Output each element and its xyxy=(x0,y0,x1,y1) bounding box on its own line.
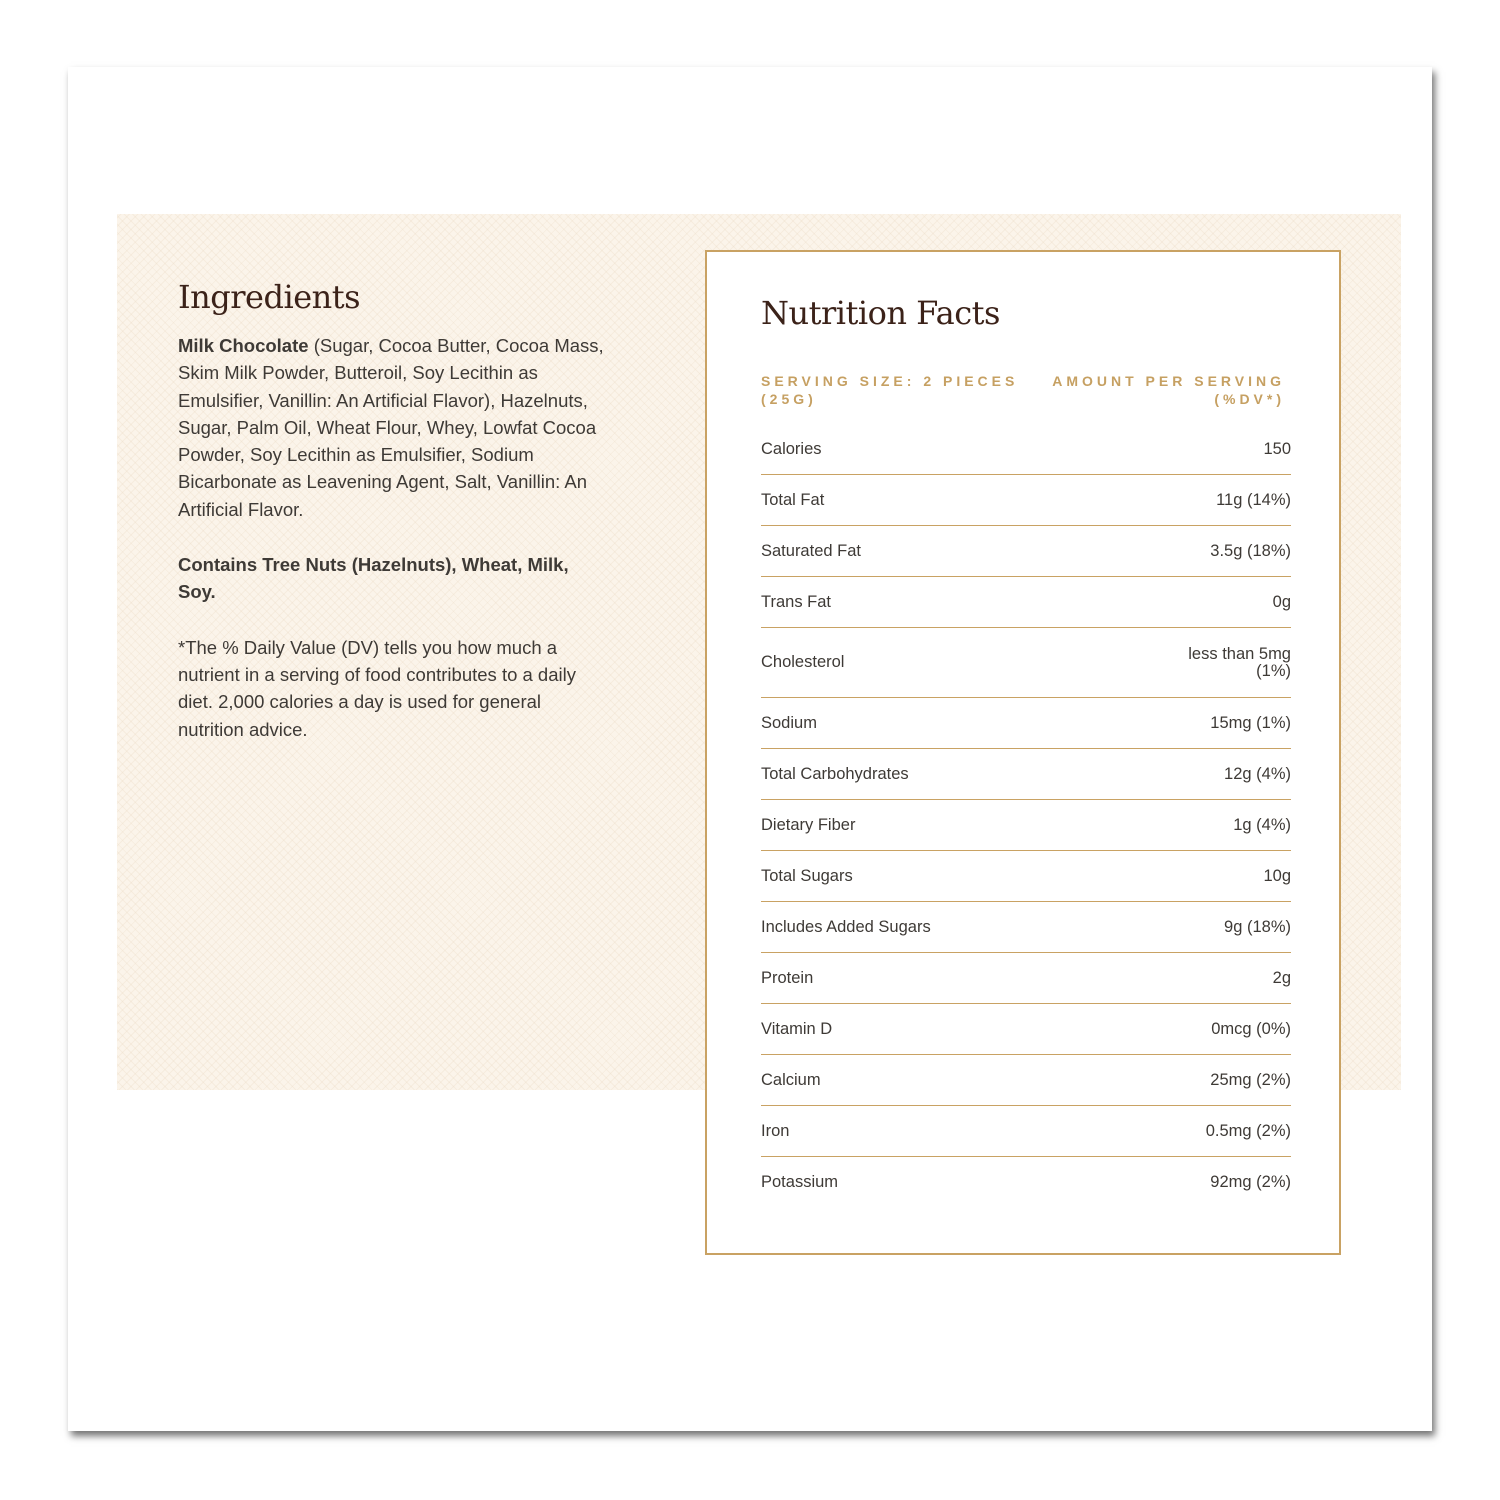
nutrient-value: 1g (4%) xyxy=(1233,815,1291,834)
nutrient-label: Total Sugars xyxy=(761,866,853,885)
serving-size: SERVING SIZE: 2 PIECES (25G) xyxy=(761,373,1019,407)
nutrient-value: 12g (4%) xyxy=(1224,764,1291,783)
ingredients-section xyxy=(178,278,608,743)
nutrient-row-added-sugars xyxy=(761,902,1291,953)
allergen-statement: Contains Tree Nuts (Hazelnuts), Wheat, Milk, Soy. xyxy=(178,554,569,603)
nutrient-label: Includes Added Sugars xyxy=(761,917,931,936)
nutrient-label: Dietary Fiber xyxy=(761,815,856,834)
nutrient-label: Vitamin D xyxy=(761,1019,833,1038)
nutrient-value: 0mcg (0%) xyxy=(1211,1019,1291,1038)
ingredients-title: Ingredients xyxy=(178,278,361,316)
nutrient-label: Cholesterol xyxy=(761,653,845,671)
nutrient-row-trans-fat xyxy=(761,577,1291,628)
nutrient-row-iron xyxy=(761,1106,1291,1157)
nutrient-row-total-fat xyxy=(761,475,1291,526)
nutrient-value: 15mg (1%) xyxy=(1210,713,1291,732)
nutrient-row-protein xyxy=(761,953,1291,1004)
nutrition-facts-panel xyxy=(705,250,1341,1255)
nutrient-row-calories xyxy=(761,424,1291,475)
nutrient-row-saturated-fat xyxy=(761,526,1291,577)
nutrient-label: Potassium xyxy=(761,1173,839,1191)
nutrient-value: 10g xyxy=(1263,866,1291,885)
nutrient-label: Calcium xyxy=(761,1070,821,1089)
nutrition-facts-title: Nutrition Facts xyxy=(761,294,1000,332)
nutrient-label: Iron xyxy=(761,1121,790,1140)
nutrient-row-calcium xyxy=(761,1055,1291,1106)
nutrient-value: 92mg (2%) xyxy=(1210,1173,1291,1191)
nutrient-value: 150 xyxy=(1263,439,1291,458)
amount-per-serving-header: AMOUNT PER SERVING (%DV*) xyxy=(1052,373,1285,407)
nutrient-value: 2g xyxy=(1272,968,1291,987)
nutrient-label: Total Fat xyxy=(761,490,825,509)
ingredients-body: (Sugar, Cocoa Butter, Cocoa Mass, Skim Milk Powder, Butteroil, Soy Lecithin as Emulsifier, Vanillin: An Artificial Flavor), Hazelnuts, Sugar, Palm Oil, Wheat Flour, Whey, Lowfat Cocoa Powder, Soy Lecithin as Emulsifier, Sodium Bicarbonate as Leavening Agent, Salt, Vanillin: An Artificial Flavor. xyxy=(178,335,604,520)
ingredients-lead: Milk Chocolate xyxy=(178,335,309,356)
nutrient-row-total-sugars xyxy=(761,851,1291,902)
nutrient-value: 3.5g (18%) xyxy=(1210,541,1291,560)
nutrient-row-cholesterol xyxy=(761,628,1291,698)
nutrient-row-sodium xyxy=(761,698,1291,749)
nutrient-row-potassium xyxy=(761,1157,1291,1208)
nutrient-value: 0g xyxy=(1272,592,1291,611)
nutrient-value: 11g (14%) xyxy=(1216,490,1291,509)
nutrient-label: Sodium xyxy=(761,713,817,732)
nutrient-label: Protein xyxy=(761,968,814,987)
nutrient-label: Trans Fat xyxy=(761,592,831,611)
nutrient-value: 0.5mg (2%) xyxy=(1205,1121,1291,1140)
nutrient-label: Total Carbohydrates xyxy=(761,764,909,783)
nutrient-row-vitamin-d xyxy=(761,1004,1291,1055)
daily-value-note: *The % Daily Value (DV) tells you how much a nutrient in a serving of food contributes to a daily diet. 2,000 calories a day is used for general nutrition advice. xyxy=(178,636,576,740)
nutrient-row-dietary-fiber xyxy=(761,800,1291,851)
nutrient-value: 25mg (2%) xyxy=(1210,1070,1291,1089)
nutrient-value: 9g (18%) xyxy=(1224,917,1291,936)
nutrient-label: Saturated Fat xyxy=(761,541,861,560)
ingredients-text xyxy=(178,332,608,523)
nutrition-rows xyxy=(761,424,1291,1208)
nutrient-value: less than 5mg (1%) xyxy=(1188,644,1291,680)
nutrient-row-total-carbohydrates xyxy=(761,749,1291,800)
nutrient-label: Calories xyxy=(761,439,822,458)
